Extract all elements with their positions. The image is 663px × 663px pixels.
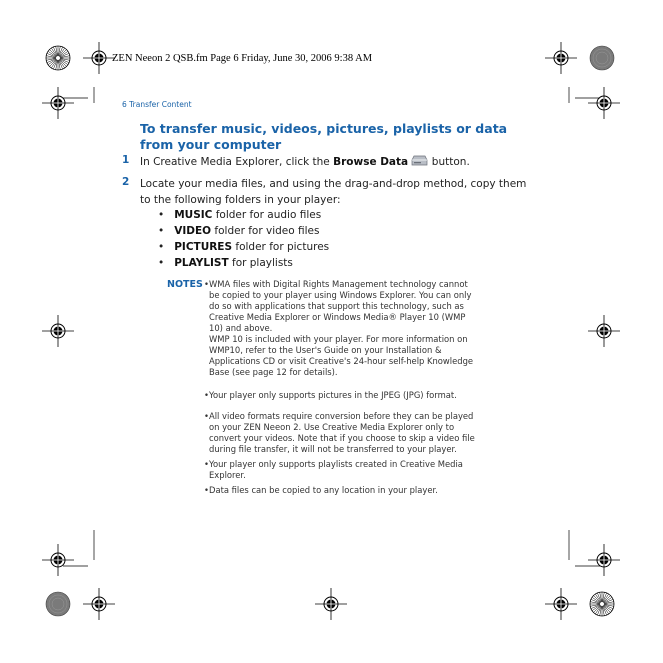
note-item: Your player only supports playlists created in Creative Media Explorer. [209, 459, 463, 480]
note-bullet: • [204, 459, 209, 469]
note-bullet: • [204, 390, 209, 400]
note-bullet: • [204, 411, 209, 421]
folder-item: • PICTURES folder for pictures [158, 241, 330, 253]
folder-item: • PLAYLIST for playlists [158, 257, 293, 269]
note-bullet: • [204, 279, 209, 289]
browse-data-label: Browse Data [333, 156, 409, 168]
step-text: Locate your media files, and using the drag-and-drop method, copy them to the following folders in your player: [140, 178, 527, 206]
running-head [122, 100, 192, 109]
note-item: WMA files with Digital Rights Management technology cannot be copied to your player using Windows Explorer. You can only do so with applications that support this technology, such as Creative Media Explorer or Windows Media® Player 10 (WMP 10) and above. WMP 10 is included with your player. For more information on WMP10, refer to the User's Guide on your Installation & Applications CD or visit Creative's 24-hour self-help Knowledge Base (see page 12 for details). [209, 279, 474, 377]
note-item: All video formats require conversion before they can be played on your ZEN Neeon 2. Use Creative Media Explorer only to convert your videos. Note that if you choose to skip a video file during file transfer, it will not be transferred to your player. [209, 411, 475, 454]
step-text-prefix: In Creative Media Explorer, click the [140, 156, 334, 168]
note-bullet: • [204, 485, 209, 495]
note-item: Data files can be copied to any location in your player. [209, 485, 438, 495]
folder-item: • MUSIC folder for audio files [158, 209, 322, 221]
step-text [140, 154, 540, 170]
page-number: 6 [122, 100, 127, 109]
section-name: Transfer Content [129, 100, 192, 109]
folder-item: • VIDEO folder for video files [158, 225, 320, 237]
step-number: 1 [122, 154, 130, 166]
drive-icon [411, 154, 428, 167]
step-text-suffix: button. [428, 156, 470, 168]
section-title: To transfer music, videos, pictures, playlists or data from your computer [140, 121, 508, 152]
note-item: Your player only supports pictures in the JPEG (JPG) format. [209, 390, 457, 400]
step-number: 2 [122, 176, 130, 188]
document-header: ZEN Neeon 2 QSB.fm Page 6 Friday, June 30, 2006 9:38 AM [112, 53, 373, 64]
notes-label: NOTES [167, 279, 203, 290]
